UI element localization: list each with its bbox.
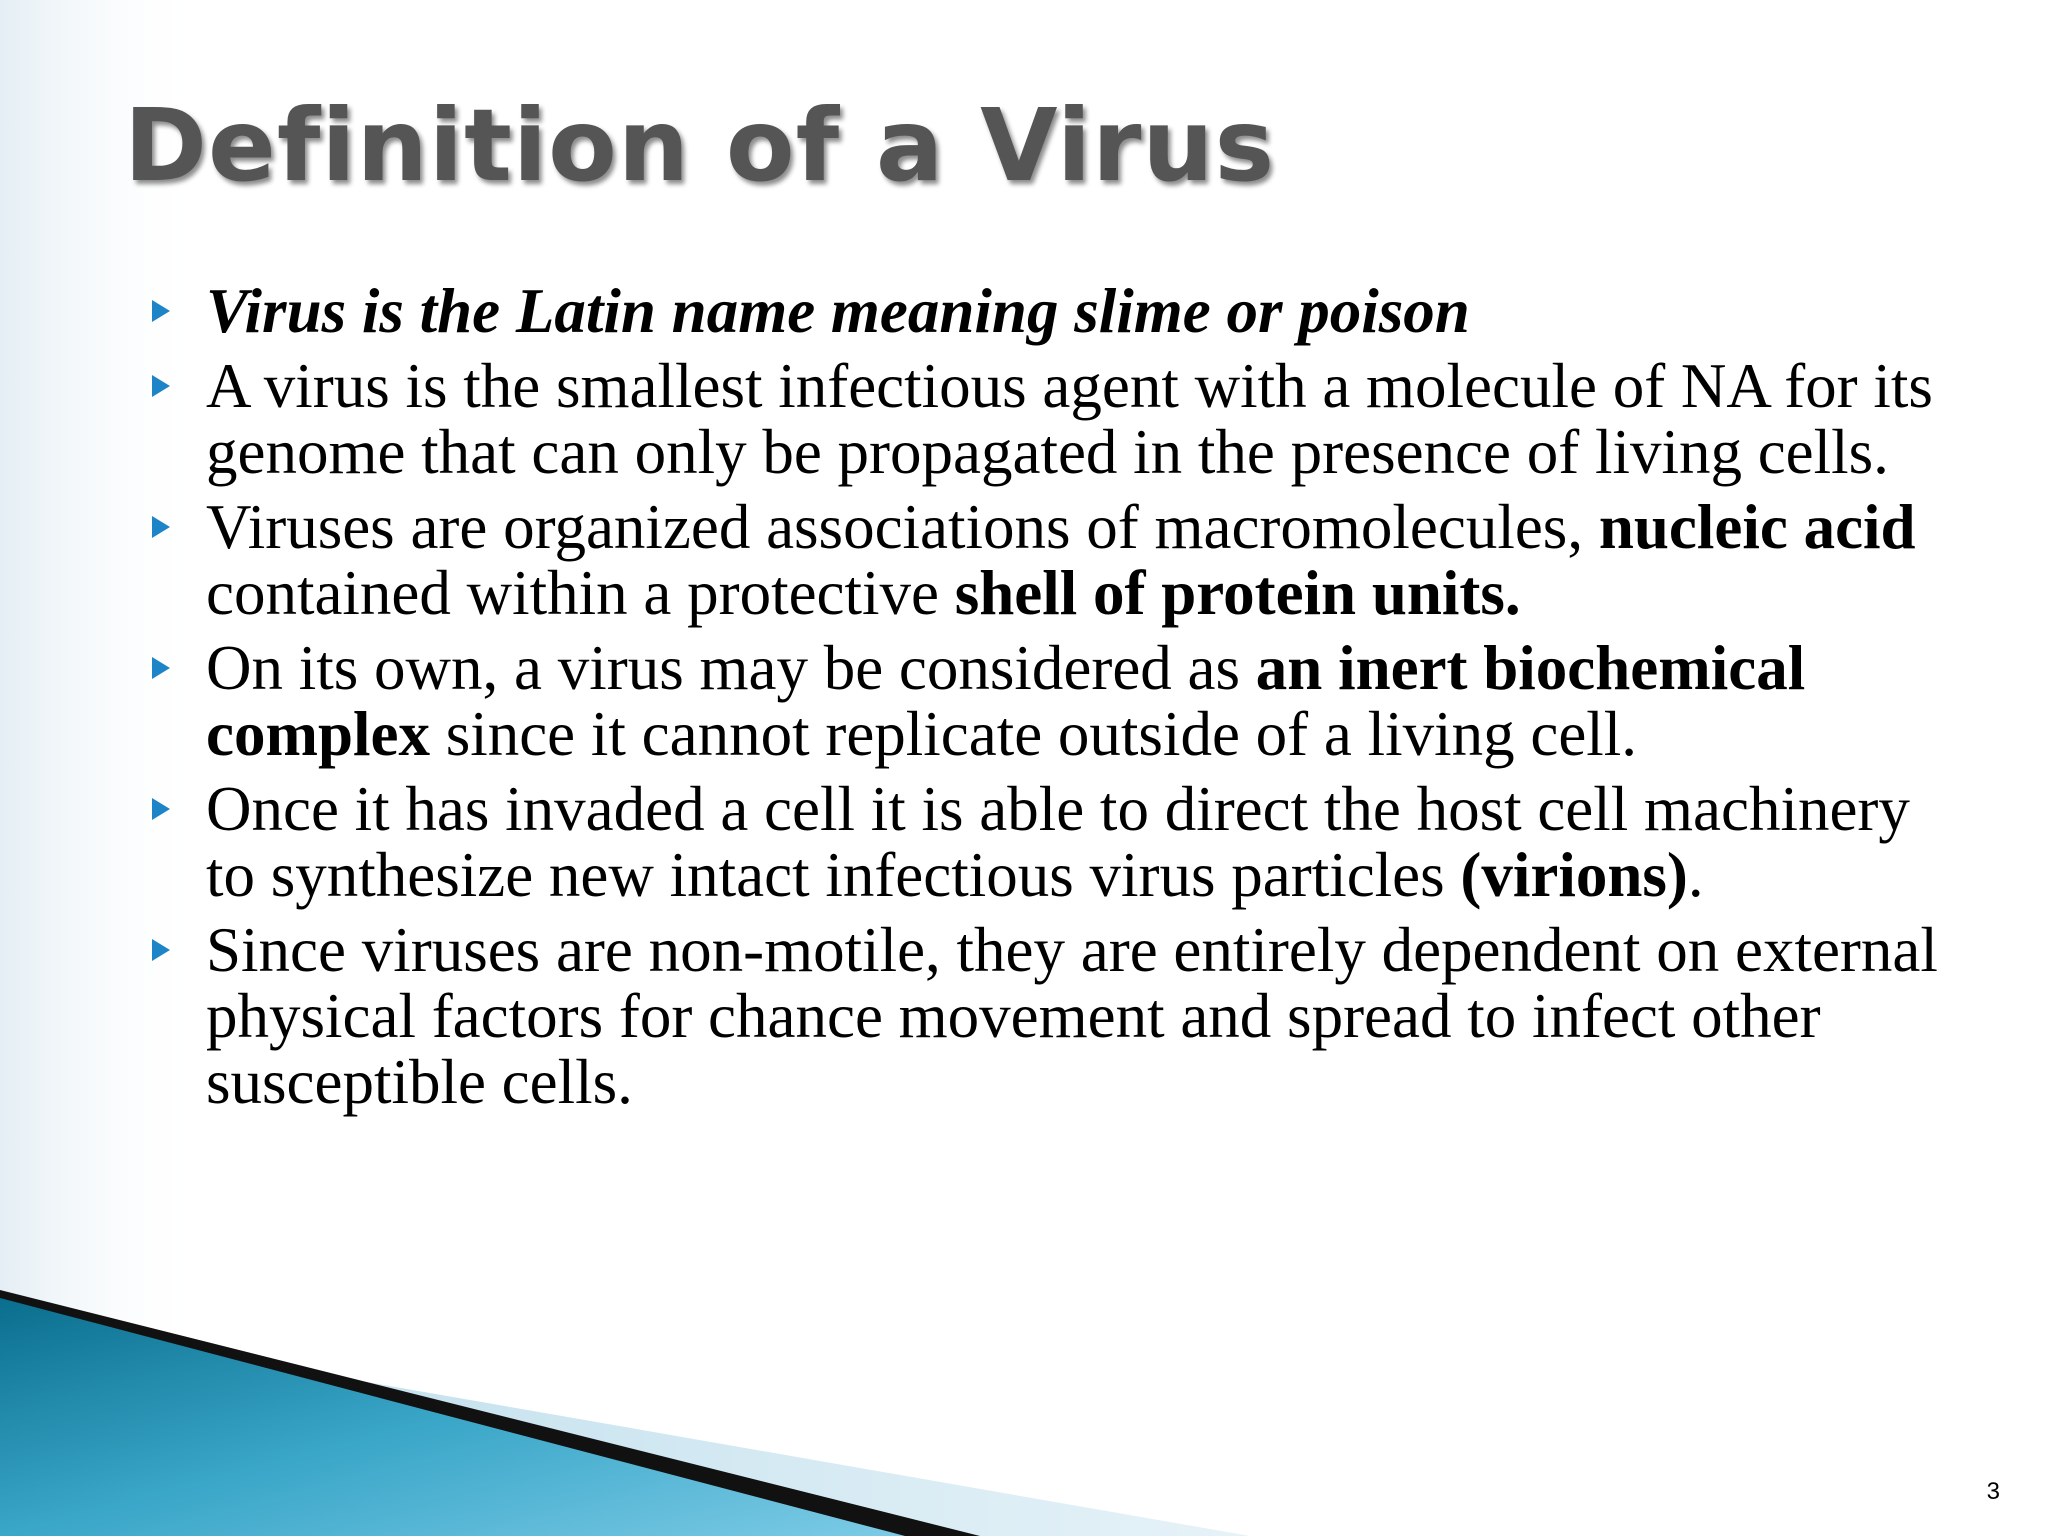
bullet-text: Since viruses are non-motile, they are entirely dependent on external physical factors for chance movement and spread to infect other susceptible cells. (206, 915, 1938, 1117)
bullet-text-bold: (virions) (1460, 840, 1688, 910)
bullet-text-bold: nucleic acid (1598, 492, 1916, 562)
triangle-bullet-icon (152, 657, 170, 679)
bullet-text: On its own, a virus may be considered as (206, 633, 1256, 703)
bullet-item (206, 278, 1946, 344)
bullet-text: A virus is the smallest infectious agent with a molecule of NA for its genome that can only be propagated in the presence of living cells. (206, 351, 1933, 487)
bullet-list (206, 278, 1946, 1124)
bullet-text: since it cannot replicate outside of a living cell. (429, 699, 1638, 769)
bullet-text: Virus is the Latin name meaning slime or poison (206, 276, 1470, 346)
bullet-text: contained within a protective (206, 558, 955, 628)
bullet-item (206, 353, 1946, 485)
bullet-item (206, 917, 1946, 1115)
bullet-item (206, 635, 1946, 767)
triangle-bullet-icon (152, 375, 170, 397)
slide-title: Definition of a Virus (124, 87, 1276, 204)
bullet-text: Viruses are organized associations of macromolecules, (206, 492, 1599, 562)
bullet-item (206, 776, 1946, 908)
bullet-text: . (1687, 840, 1704, 910)
triangle-bullet-icon (152, 300, 170, 322)
bullet-item (206, 494, 1946, 626)
triangle-bullet-icon (152, 516, 170, 538)
triangle-bullet-icon (152, 798, 170, 820)
page-number: 3 (1986, 1478, 2000, 1505)
triangle-bullet-icon (152, 939, 170, 961)
bullet-text: Once it has invaded a cell it is able to direct the host cell machinery to synthesize new intact infectious virus particles (206, 774, 1910, 910)
bullet-text-bold: shell of protein units. (954, 558, 1521, 628)
bullet-text-bold: an inert biochemical complex (206, 633, 1806, 769)
